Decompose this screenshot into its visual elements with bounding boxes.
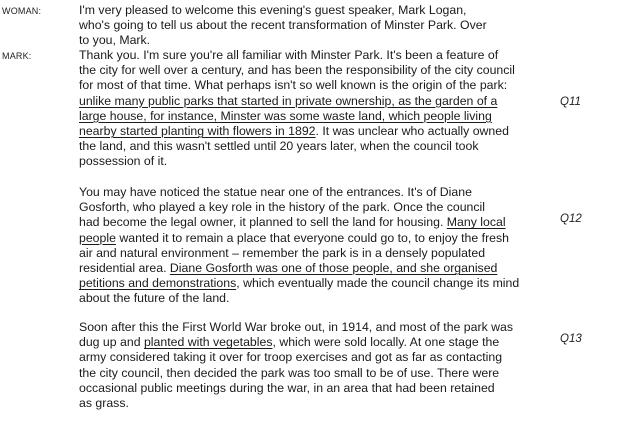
mark-paragraph-3 <box>79 320 559 411</box>
text-line: You may have noticed the statue near one of the entrances. It's of Diane <box>79 185 472 199</box>
text-line: army considered taking it over for troop exercises and got as far as contacting <box>79 350 503 365</box>
text-line: who's going to tell us about the recent transformation of Minster Park. Over <box>79 18 487 33</box>
text-line <box>79 124 559 139</box>
answer-underline: Many local <box>446 215 506 230</box>
text-span: dug up and <box>79 335 144 350</box>
text-line: the land, and this wasn't settled until 20 years later, when the council took <box>79 139 479 154</box>
text-line: about the future of the land. <box>79 291 230 306</box>
text-line: to you, Mark. <box>79 33 151 48</box>
text-span: . It was unclear who actually owned <box>315 124 509 139</box>
text-line: Gosforth, who played a key role in the history of the park. Once the council <box>79 200 486 215</box>
text-span: , which were sold locally. At one stage the <box>272 335 500 350</box>
answer-underline: planted with vegetables <box>143 335 273 350</box>
text-line: air and natural environment – remember the park is in a densely populated <box>79 245 486 260</box>
text-line: the city council, then decided the park was too small to be of use. There were <box>79 365 500 380</box>
woman-speech <box>79 3 559 49</box>
text-line: possession of it. <box>79 154 168 169</box>
text-line <box>79 94 559 109</box>
text-span: had become the legal owner, it planned to sell the land for housing. <box>79 215 447 230</box>
text-span: residential area. <box>79 261 170 276</box>
question-label-q12: Q12 <box>560 213 582 225</box>
text-line: Thank you. I'm sure you're all familiar with Minster Park. It's been a feature of <box>79 48 499 62</box>
answer-underline: large house, for instance, Minster was some waste land, which people living <box>79 108 492 123</box>
text-line: as grass. <box>79 396 129 411</box>
answer-underline: unlike many public parks that started in private ownership, as the garden of a <box>79 93 498 108</box>
text-line: for most of that time. What perhaps isn't so well known is the origin of the park: <box>79 78 508 93</box>
speaker-label-mark: MARK: <box>2 51 32 61</box>
answer-underline: nearby started planting with flowers in 1892 <box>79 124 316 139</box>
text-line: the city for well over a century, and has been the responsibility of the city council <box>79 63 515 78</box>
speaker-label-woman: WOMAN: <box>2 6 42 16</box>
mark-paragraph-1 <box>79 48 559 170</box>
answer-underline: Diane Gosforth was one of those people, and she organised <box>169 261 498 276</box>
text-line <box>79 215 559 230</box>
text-line <box>79 109 559 124</box>
text-line: occasional public meetings during the war, in an area that had been retained <box>79 380 495 395</box>
text-span: wanted it to remain a place that everyone could go to, to enjoy the fresh <box>115 230 509 245</box>
question-label-q11: Q11 <box>560 96 581 108</box>
text-line: I'm very pleased to welcome this evening's guest speaker, Mark Logan, <box>79 3 467 17</box>
text-span: , which eventually made the council change its mind <box>236 276 520 291</box>
question-label-q13: Q13 <box>560 333 582 345</box>
text-line <box>79 335 559 350</box>
text-line <box>79 261 559 276</box>
text-line <box>79 231 559 246</box>
text-line <box>79 276 559 291</box>
mark-paragraph-2 <box>79 185 559 307</box>
text-line: Soon after this the First World War broke out, in 1914, and most of the park was <box>79 320 514 334</box>
answer-underline: people <box>79 230 116 245</box>
answer-underline: petitions and demonstrations <box>79 276 237 291</box>
